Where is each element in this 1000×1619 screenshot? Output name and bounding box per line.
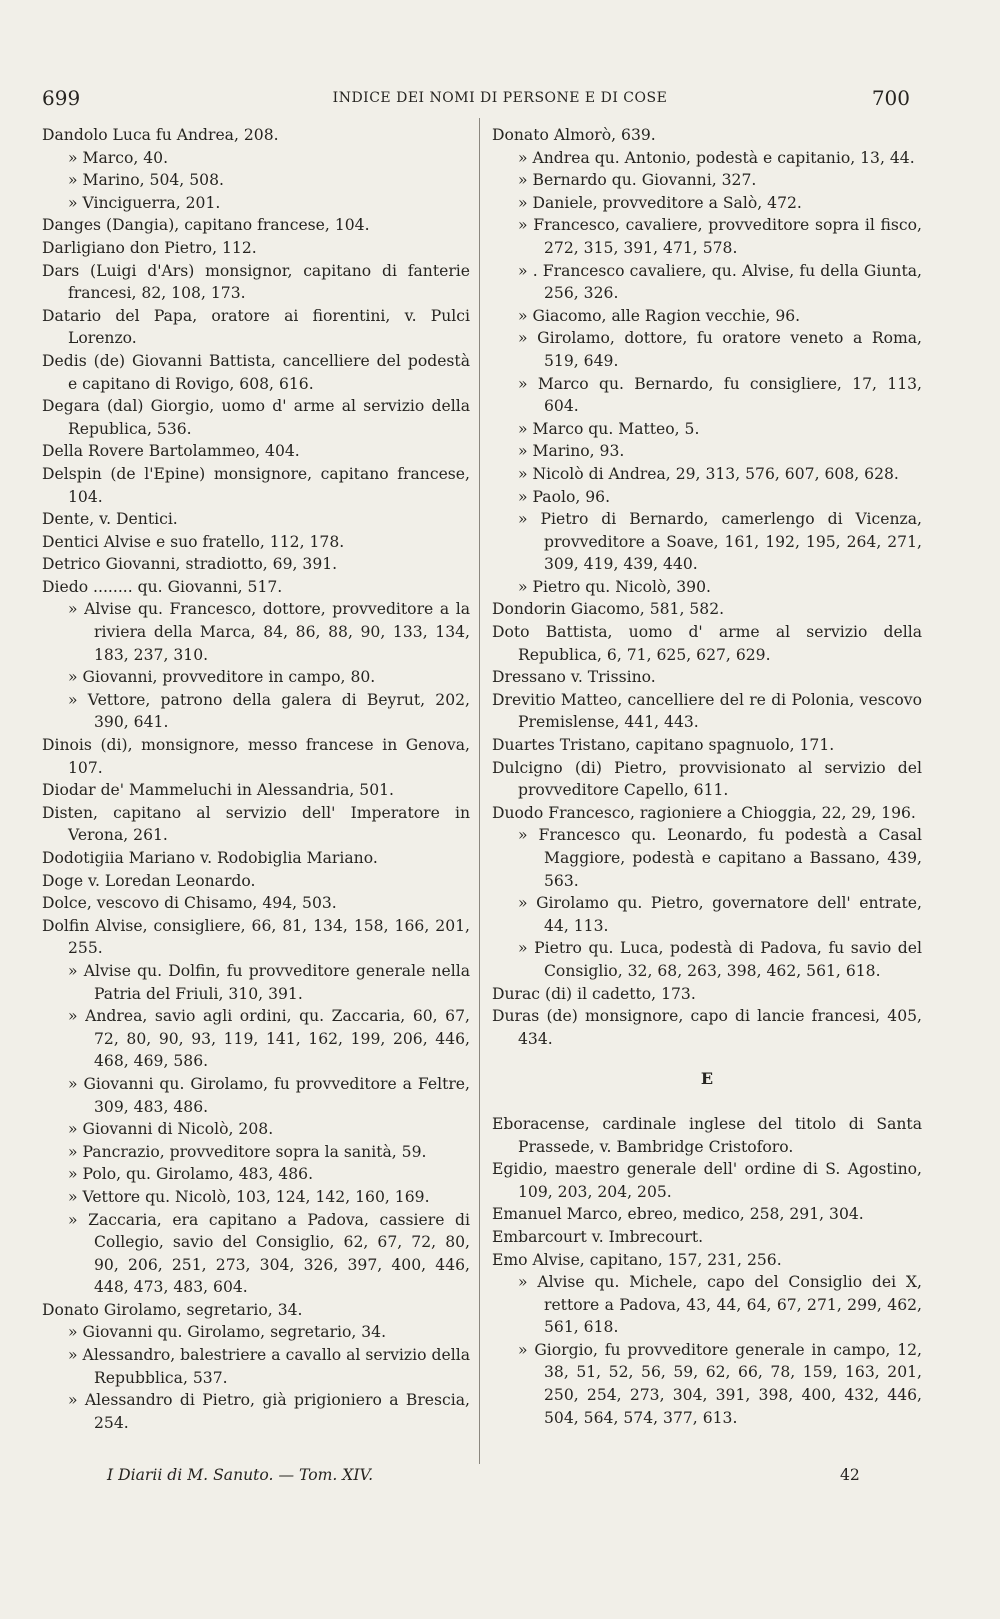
index-entry: Dondorin Giacomo, 581, 582. xyxy=(492,600,725,619)
index-subentry: » . Francesco cavaliere, qu. Alvise, fu della Giunta, 256, 326. xyxy=(518,261,922,303)
index-subentry: » Alessandro, balestriere a cavallo al servizio della Repubblica, 537. xyxy=(68,1346,470,1387)
index-subentry: » Andrea, savio agli ordini, qu. Zaccaria, 60, 67, 72, 80, 90, 93, 119, 141, 162, 199, 206, 446, 468, 469, 586. xyxy=(68,1007,470,1071)
page-header xyxy=(0,86,1000,112)
index-subentry: » Paolo, 96. xyxy=(518,487,611,506)
index-entry: Drevitio Matteo, cancelliere del re di Polonia, vescovo Premislense, 441, 443. xyxy=(492,690,922,732)
index-entry: Dolce, vescovo di Chisamo, 494, 503. xyxy=(42,894,337,913)
index-subentry: » Giovanni di Nicolò, 208. xyxy=(68,1120,274,1139)
index-subentry: » Giovanni qu. Girolamo, segretario, 34. xyxy=(68,1323,387,1342)
index-entry: Duodo Francesco, ragioniere a Chioggia, 22, 29, 196. xyxy=(492,803,916,822)
index-subentry: » Marco qu. Bernardo, fu consigliere, 17, 113, 604. xyxy=(518,374,922,416)
page-number-left: 699 xyxy=(42,86,81,110)
index-subentry: » Daniele, provveditore a Salò, 472. xyxy=(518,193,802,212)
index-subentry: » Marco qu. Matteo, 5. xyxy=(518,419,700,438)
index-subentry: » Giorgio, fu provveditore generale in campo, 12, 38, 51, 52, 56, 59, 62, 66, 78, 159, 163, 201, 250, 254, 273, 304, 391, 398, 400, 432, 446, 504, 564, 574, 377, 613. xyxy=(518,1340,922,1427)
left-column xyxy=(42,124,470,1434)
right-column xyxy=(492,124,922,1429)
index-entry: Durac (di) il cadetto, 173. xyxy=(492,984,696,1003)
index-entry: Donato Almorò, 639. xyxy=(492,126,656,144)
index-subentry: » Pancrazio, provveditore sopra la sanità, 59. xyxy=(68,1142,427,1161)
index-entry: Dolfin Alvise, consigliere, 66, 81, 134, 158, 166, 201, 255. xyxy=(42,916,470,958)
index-entry: Delspin (de l'Epine) monsignore, capitano francese, 104. xyxy=(42,464,470,506)
signature-number: 42 xyxy=(840,1466,860,1484)
index-entry: Dedis (de) Giovanni Battista, cancelliere del podestà e capitano di Rovigo, 608, 616. xyxy=(42,351,470,393)
index-entry: Dodotigiia Mariano v. Rodobiglia Mariano. xyxy=(42,849,378,867)
index-subentry: » Girolamo, dottore, fu oratore veneto a Roma, 519, 649. xyxy=(518,329,922,370)
index-entry: Degara (dal) Giorgio, uomo d' arme al servizio della Republica, 536. xyxy=(42,397,470,438)
index-subentry: » Pietro qu. Nicolò, 390. xyxy=(518,577,711,596)
index-entry: Diedo ........ qu. Giovanni, 517. xyxy=(42,577,283,596)
index-subentry: » Pietro di Bernardo, camerlengo di Vicenza, provveditore a Soave, 161, 192, 195, 264, 271, 309, 419, 439, 440. xyxy=(518,510,922,574)
index-subentry: » Polo, qu. Girolamo, 483, 486. xyxy=(68,1165,314,1184)
page-number-right: 700 xyxy=(871,86,910,110)
index-subentry: » Marino, 93. xyxy=(518,442,625,461)
index-subentry: » Bernardo qu. Giovanni, 327. xyxy=(518,171,757,190)
index-subentry: » Marco, 40. xyxy=(68,148,169,167)
index-subentry: » Alvise qu. Francesco, dottore, provveditore a la riviera della Marca, 84, 86, 88, 90, 133, 134, 183, 237, 310. xyxy=(68,600,470,664)
index-entry: Duartes Tristano, capitano spagnuolo, 171. xyxy=(492,736,835,755)
index-subentry: » Girolamo qu. Pietro, governatore dell' entrate, 44, 113. xyxy=(518,894,922,935)
index-subentry: » Nicolò di Andrea, 29, 313, 576, 607, 608, 628. xyxy=(518,464,899,483)
index-subentry: » Giovanni qu. Girolamo, fu provveditore a Feltre, 309, 483, 486. xyxy=(68,1074,470,1116)
index-entry: Dentici Alvise e suo fratello, 112, 178. xyxy=(42,532,345,551)
running-title: INDICE DEI NOMI DI PERSONE E DI COSE xyxy=(332,90,668,106)
index-subentry: » Pietro qu. Luca, podestà di Padova, fu savio del Consiglio, 32, 68, 263, 398, 462, 561, 618. xyxy=(518,939,922,980)
index-subentry: » Andrea qu. Antonio, podestà e capitanio, 13, 44. xyxy=(518,148,915,167)
index-subentry: » Zaccaria, era capitano a Padova, cassiere di Collegio, savio del Consiglio, 62, 67, 72, 80, 90, 206, 251, 273, 304, 326, 397, 400, 446, 448, 473, 483, 604. xyxy=(68,1210,470,1297)
section-letter: E xyxy=(700,1069,714,1089)
index-entry: Dinois (di), monsignore, messo francese in Genova, 107. xyxy=(42,736,470,777)
index-entry: Diodar de' Mammeluchi in Alessandria, 501. xyxy=(42,781,395,800)
index-entry: Dressano v. Trissino. xyxy=(492,668,656,687)
index-subentry: » Francesco qu. Leonardo, fu podestà a Casal Maggiore, podestà e capitano a Bassano, 439, 563. xyxy=(518,826,922,890)
index-subentry: » Giovanni, provveditore in campo, 80. xyxy=(68,668,376,687)
page-footer xyxy=(0,1466,1000,1492)
index-subentry: » Vettore qu. Nicolò, 103, 124, 142, 160, 169. xyxy=(68,1187,430,1206)
index-subentry: » Alessandro di Pietro, già prigioniero a Brescia, 254. xyxy=(68,1391,470,1432)
index-entry: Doto Battista, uomo d' arme al servizio della Republica, 6, 71, 625, 627, 629. xyxy=(492,623,922,664)
index-entry: Donato Girolamo, segretario, 34. xyxy=(42,1300,303,1319)
index-entry: Dulcigno (di) Pietro, provvisionato al servizio del provveditore Capello, 611. xyxy=(492,758,922,800)
index-entry: Dandolo Luca fu Andrea, 208. xyxy=(42,126,279,144)
index-subentry: » Marino, 504, 508. xyxy=(68,171,224,190)
column-divider xyxy=(479,118,480,1464)
index-entry: Emo Alvise, capitano, 157, 231, 256. xyxy=(492,1250,782,1269)
index-entry: Disten, capitano al servizio dell' Imperatore in Verona, 261. xyxy=(42,803,470,845)
index-subentry: » Alvise qu. Dolfin, fu provveditore generale nella Patria del Friuli, 310, 391. xyxy=(68,961,470,1003)
index-entry: Emanuel Marco, ebreo, medico, 258, 291, 304. xyxy=(492,1205,864,1224)
index-subentry: » Giacomo, alle Ragion vecchie, 96. xyxy=(518,306,801,325)
index-entry: Darligiano don Pietro, 112. xyxy=(42,238,257,257)
index-entry: Dente, v. Dentici. xyxy=(42,510,178,529)
index-subentry: » Vettore, patrono della galera di Beyrut, 202, 390, 641. xyxy=(68,690,470,732)
index-entry: Danges (Dangia), capitano francese, 104. xyxy=(42,216,370,235)
index-subentry: » Alvise qu. Michele, capo del Consiglio dei X, rettore a Padova, 43, 44, 64, 67, 271, 299, 462, 561, 618. xyxy=(518,1273,922,1337)
index-entry: Duras (de) monsignore, capo di lancie francesi, 405, 434. xyxy=(492,1007,922,1048)
index-entry: Dars (Luigi d'Ars) monsignor, capitano di fanterie francesi, 82, 108, 173. xyxy=(42,261,470,303)
index-entry: Della Rovere Bartolammeo, 404. xyxy=(42,442,300,461)
index-entry: Datario del Papa, oratore ai fiorentini, v. Pulci Lorenzo. xyxy=(42,306,470,348)
index-subentry: » Francesco, cavaliere, provveditore sopra il fisco, 272, 315, 391, 471, 578. xyxy=(518,216,922,257)
index-entry: Embarcourt v. Imbrecourt. xyxy=(492,1227,704,1246)
index-entry: Eboracense, cardinale inglese del titolo di Santa Prassede, v. Bambridge Cristoforo. xyxy=(492,1114,922,1156)
publication-title: I Diarii di M. Sanuto. — Tom. XIV. xyxy=(107,1466,374,1484)
index-entry: Doge v. Loredan Leonardo. xyxy=(42,871,256,890)
index-entry: Detrico Giovanni, stradiotto, 69, 391. xyxy=(42,555,338,574)
index-entry: Egidio, maestro generale dell' ordine di S. Agostino, 109, 203, 204, 205. xyxy=(492,1160,922,1201)
index-subentry: » Vinciguerra, 201. xyxy=(68,193,221,212)
